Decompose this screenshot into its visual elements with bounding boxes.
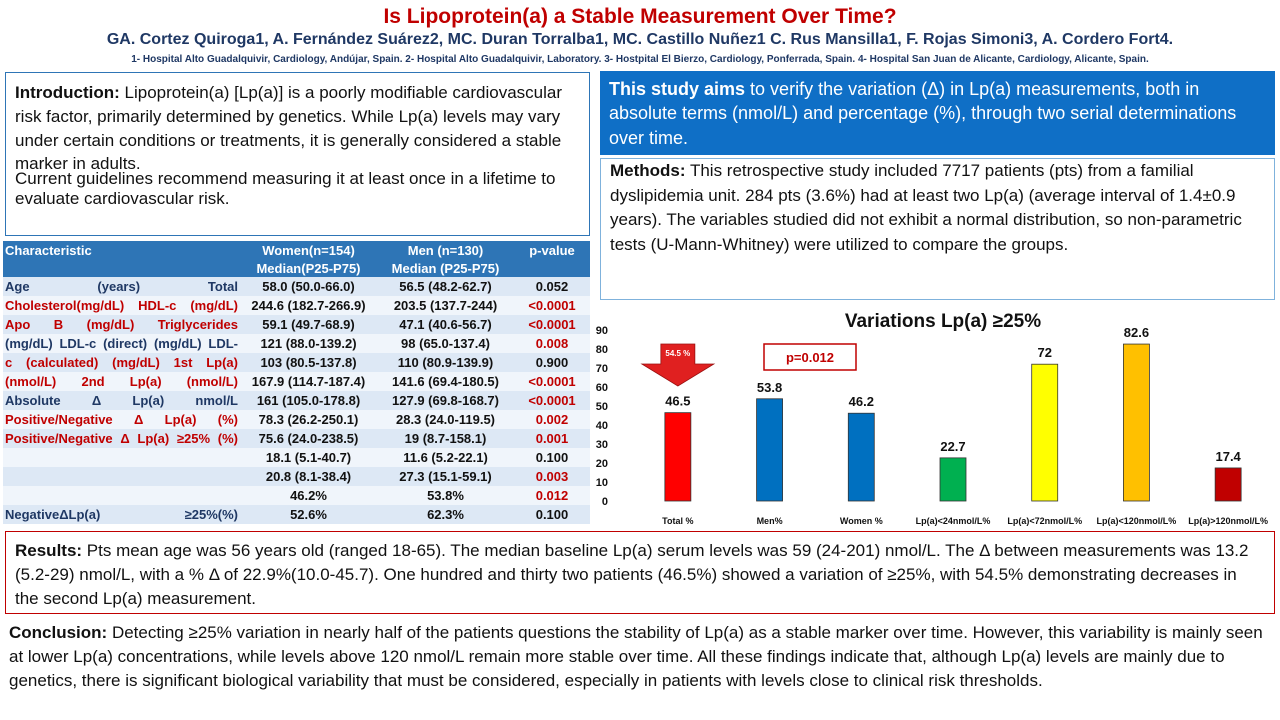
- women-value-cell: 75.6 (24.0-238.5): [240, 429, 377, 448]
- bar-value-label: 53.8: [756, 379, 783, 395]
- row-label-cell: Positive/Negative Δ Lp(a) (%): [5, 412, 238, 427]
- table-row: [3, 467, 590, 486]
- chart-title: Variations Lp(a) ≥25%: [844, 311, 1042, 332]
- row-label-cell: Age (years) Total: [5, 279, 238, 294]
- introduction-label: Introduction:: [15, 83, 120, 102]
- men-value-cell: 19 (8.7-158.1): [377, 429, 514, 448]
- bar-value-label: 82.6: [1123, 325, 1150, 341]
- table-row: [3, 486, 590, 505]
- table-row: [3, 391, 590, 410]
- table-subheader-row: [3, 259, 590, 277]
- row-label-cell: c (calculated) (mg/dL) 1st Lp(a): [5, 355, 238, 370]
- column-subheader: [3, 259, 240, 277]
- men-value-cell: 203.5 (137.7-244): [377, 296, 514, 315]
- table-row: [3, 448, 590, 467]
- p-value-cell: 0.012: [514, 486, 590, 505]
- column-header: Characteristic: [3, 241, 240, 259]
- bar: [940, 458, 966, 501]
- y-tick-label: 80: [595, 344, 608, 356]
- women-value-cell: 59.1 (49.7-68.9): [240, 315, 377, 334]
- row-label-cell: (nmol/L) 2nd Lp(a) (nmol/L): [5, 374, 238, 389]
- p-value-cell: 0.100: [514, 448, 590, 467]
- p-value-cell: <0.0001: [514, 296, 590, 315]
- women-value-cell: 46.2%: [240, 486, 377, 505]
- table-row: [3, 296, 590, 315]
- p-value-cell: 0.003: [514, 467, 590, 486]
- column-header: Men (n=130): [377, 241, 514, 259]
- table-row: [3, 315, 590, 334]
- poster-title: Is Lipoprotein(a) a Stable Measurement Over Time?: [383, 5, 897, 28]
- row-label-cell: (mg/dL) LDL-c (direct) (mg/dL) LDL-: [5, 336, 238, 351]
- bar: [1215, 468, 1241, 501]
- p-value-cell: 0.100: [514, 505, 590, 524]
- row-label-cell: [3, 486, 240, 505]
- women-value-cell: 58.0 (50.0-66.0): [240, 277, 377, 296]
- methods-label: Methods:: [610, 161, 686, 180]
- column-subheader: [514, 259, 590, 277]
- row-label-cell: [3, 448, 240, 467]
- row-label-cell: NegativeΔLp(a) ≥25%(%): [5, 507, 238, 522]
- table-header-row: [3, 241, 590, 259]
- introduction-paragraph: [15, 81, 580, 176]
- p-value-cell: <0.0001: [514, 372, 590, 391]
- bar-value-label: 46.2: [848, 394, 874, 410]
- table-row: [3, 353, 590, 372]
- men-value-cell: 27.3 (15.1-59.1): [377, 467, 514, 486]
- column-subheader: Median (P25-P75): [377, 259, 514, 277]
- y-tick-label: 40: [595, 420, 608, 432]
- conclusion-label: Conclusion:: [9, 623, 108, 642]
- row-label-cell: [3, 467, 240, 486]
- women-value-cell: 78.3 (26.2-250.1): [240, 410, 377, 429]
- column-header: Women(n=154): [240, 241, 377, 259]
- p-value-cell: 0.002: [514, 410, 590, 429]
- results-text: Pts mean age was 56 years old (ranged 18-65). The median baseline Lp(a) serum levels was 59 (24-201) nmol/L. The Δ between measurements was 13.2 (5.2-29) nmol/L, with a % Δ of 22.9%(10.0-45.7). One hundred and thirty two patients (46.5%) showed a variation of ≥25%, with 54.5% demonstrating decreases in the second Lp(a) measurement.: [15, 541, 1249, 608]
- characteristics-table: [3, 241, 590, 524]
- men-value-cell: 62.3%: [377, 505, 514, 524]
- bar-value-label: 22.7: [940, 438, 966, 454]
- aim-text: to verify the variation (Δ) in Lp(a) measurements, both in absolute terms (nmol/L) and percentage (%), through two serial determinations over time.: [609, 79, 1237, 148]
- men-value-cell: 141.6 (69.4-180.5): [377, 372, 514, 391]
- category-label: Lp(a)<120nmol/L%: [1096, 516, 1177, 526]
- conclusion-box: [5, 619, 1275, 717]
- men-value-cell: 110 (80.9-139.9): [377, 353, 514, 372]
- results-box: [5, 531, 1275, 614]
- y-tick-label: 90: [595, 325, 608, 337]
- affiliations: 1- Hospital Alto Guadalquivir, Cardiology, Andújar, Spain. 2- Hospital Alto Guadalquivir, Laboratory. 3- Hostpital El Bierzo, Cardiology, Ponferrada, Spain. 4- Hospital San Juan de Alicante, Cardiology, Alicante, Spain.: [131, 54, 1149, 65]
- men-value-cell: 56.5 (48.2-62.7): [377, 277, 514, 296]
- column-header: p-value: [514, 241, 590, 259]
- conclusion-text: Detecting ≥25% variation in nearly half of the patients questions the stability of Lp(a) as a stable marker over time. However, this variability is mainly seen at lower Lp(a) concentrations, while levels above 120 nmol/L remain more stable over time. All these findings indicate that, although Lp(a) levels are mainly due to genetics, there is significant biological variability that must be considered, especially in patients with levels close to clinical risk thresholds.: [9, 623, 1263, 690]
- table-row: [3, 334, 590, 353]
- category-label: Lp(a)<24nmol/L%: [915, 516, 991, 526]
- p-value-cell: <0.0001: [514, 315, 590, 334]
- bar-value-label: 72: [1037, 345, 1052, 361]
- category-label: Lp(a)<72nmol/L%: [1007, 516, 1083, 526]
- row-label-cell: Absolute Δ Lp(a) nmol/L: [5, 393, 238, 408]
- table-body: [3, 277, 590, 524]
- men-value-cell: 47.1 (40.6-56.7): [377, 315, 514, 334]
- p-value-cell: 0.001: [514, 429, 590, 448]
- row-label-cell: Positive/Negative Δ Lp(a) ≥25% (%): [5, 431, 238, 446]
- women-value-cell: 161 (105.0-178.8): [240, 391, 377, 410]
- methods-box: [600, 158, 1275, 300]
- column-subheader: Median(P25-P75): [240, 259, 377, 277]
- results-label: Results:: [15, 541, 83, 560]
- methods-text: This retrospective study included 7717 patients (pts) from a familial dyslipidemia unit. 284 pts (3.6%) had at least two Lp(a) (average interval of 1.4±0.9 years). The variables studied did not exhibit a normal distribution, so non-parametric tests (U-Mann-Whitney) were utilized to compare the groups.: [610, 161, 1242, 254]
- men-value-cell: 11.6 (5.2-22.1): [377, 448, 514, 467]
- row-label-cell: Apo B (mg/dL) Triglycerides: [5, 317, 238, 332]
- women-value-cell: 52.6%: [240, 505, 377, 524]
- y-tick-label: 50: [595, 401, 608, 413]
- introduction-guidelines: Current guidelines recommend measuring it at least once in a lifetime to evaluate cardiovascular risk.: [15, 169, 556, 208]
- author-list: GA. Cortez Quiroga1, A. Fernández Suárez2, MC. Duran Torralba1, MC. Castillo Nuñez1 C. Rus Mansilla1, F. Rojas Simoni3, A. Cordero Fort4.: [106, 31, 1174, 48]
- y-tick-label: 0: [601, 496, 608, 508]
- women-value-cell: 244.6 (182.7-266.9): [240, 296, 377, 315]
- women-value-cell: 121 (88.0-139.2): [240, 334, 377, 353]
- men-value-cell: 98 (65.0-137.4): [377, 334, 514, 353]
- category-label: Total %: [662, 516, 694, 526]
- y-tick-label: 30: [595, 439, 608, 451]
- aim-box: [600, 71, 1275, 155]
- chart-svg: [594, 302, 1278, 530]
- pvalue-label: p=0.012: [785, 350, 835, 365]
- variations-chart: [594, 302, 1278, 530]
- bar: [1032, 364, 1058, 501]
- arrow-label: 54.5 %: [665, 349, 691, 358]
- p-value-cell: 0.008: [514, 334, 590, 353]
- bar: [1123, 344, 1149, 501]
- category-label: Women %: [839, 516, 883, 526]
- men-value-cell: 28.3 (24.0-119.5): [377, 410, 514, 429]
- table-row: [3, 505, 590, 524]
- women-value-cell: 103 (80.5-137.8): [240, 353, 377, 372]
- y-tick-label: 70: [595, 363, 608, 375]
- p-value-cell: 0.052: [514, 277, 590, 296]
- bar: [848, 413, 874, 501]
- women-value-cell: 167.9 (114.7-187.4): [240, 372, 377, 391]
- table-row: [3, 410, 590, 429]
- y-tick-label: 10: [595, 477, 608, 489]
- bar: [665, 413, 691, 501]
- bar-value-label: 46.5: [665, 393, 691, 409]
- bar-value-label: 17.4: [1215, 448, 1241, 464]
- category-label: Lp(a)>120nmol/L%: [1188, 516, 1269, 526]
- category-label: Men%: [756, 516, 783, 526]
- p-value-cell: 0.900: [514, 353, 590, 372]
- women-value-cell: 20.8 (8.1-38.4): [240, 467, 377, 486]
- bar: [757, 399, 783, 501]
- introduction-text: Lipoprotein(a) [Lp(a)] is a poorly modifiable cardiovascular risk factor, primarily determined by genetics. While Lp(a) levels may vary under certain conditions or treatments, it is generally considered a stable marker in adults.: [15, 83, 563, 174]
- women-value-cell: 18.1 (5.1-40.7): [240, 448, 377, 467]
- table-row: [3, 372, 590, 391]
- men-value-cell: 53.8%: [377, 486, 514, 505]
- men-value-cell: 127.9 (69.8-168.7): [377, 391, 514, 410]
- table-row: [3, 277, 590, 296]
- y-tick-label: 60: [595, 382, 608, 394]
- p-value-cell: <0.0001: [514, 391, 590, 410]
- aim-label: This study aims: [609, 79, 746, 99]
- row-label-cell: Cholesterol(mg/dL) HDL-c (mg/dL): [5, 298, 238, 313]
- introduction-box: [5, 72, 590, 236]
- table-row: [3, 429, 590, 448]
- y-tick-label: 20: [595, 458, 608, 470]
